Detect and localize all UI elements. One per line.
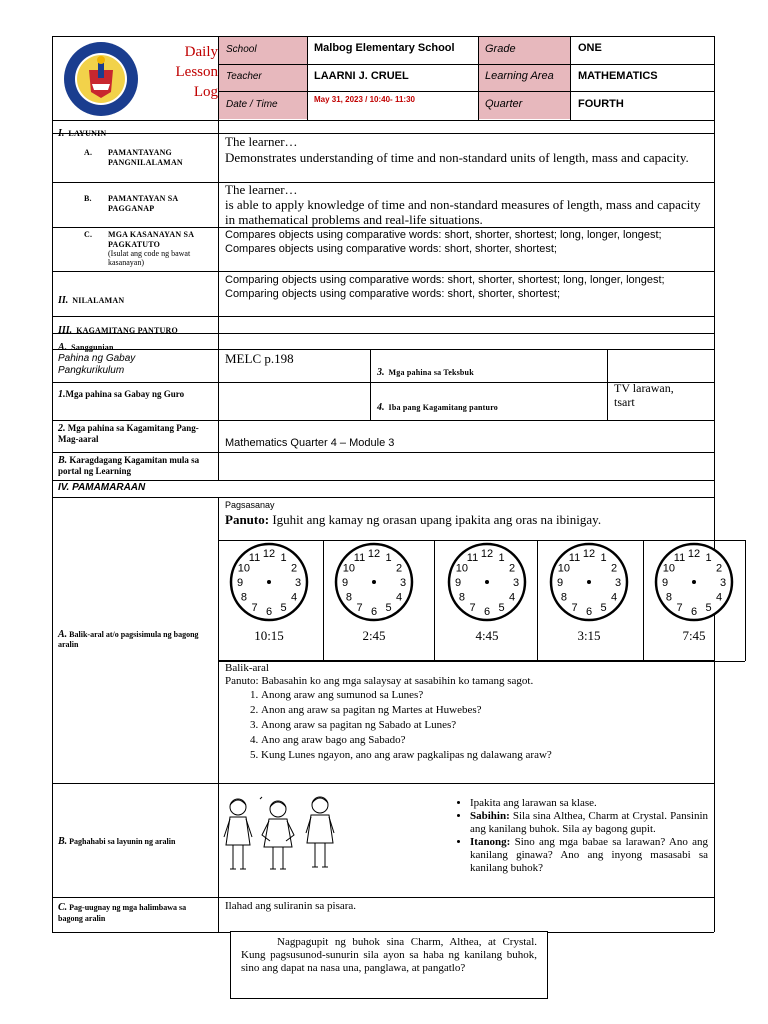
clock-number: 11 — [353, 551, 366, 564]
clock-time-label: 4:45 — [475, 628, 499, 643]
clock-number: 9 — [661, 577, 669, 589]
clock-number: 1 — [385, 551, 392, 564]
label-pagganap-letter: B. — [84, 194, 92, 203]
list-item: 1. Anong araw ang sumunod sa Lunes? — [261, 688, 705, 703]
clock-number: 9 — [556, 577, 564, 589]
clock-number: 6 — [483, 606, 491, 618]
list-item: 3. Anong araw sa pagitan ng Sabado at Lunes? — [261, 718, 705, 733]
list-item: • Sabihin: Sila sina Althea, Charm at Crystal. Pansinin ang kanilang buhok. Sila ay bagong gupit. — [470, 810, 708, 836]
balik-aral-title: Balik-aral — [225, 662, 269, 674]
three-girls-illustration — [220, 793, 360, 875]
label-paghahabi: B. Paghahabi sa layunin ng aralin — [58, 836, 176, 847]
list-item: 2. Anon ang araw sa pagitan ng Martes at Huwebes? — [261, 703, 705, 718]
clock-time-label: 10:15 — [254, 628, 284, 643]
date-label: Date / Time — [226, 99, 278, 110]
clock-number: 10 — [455, 562, 469, 575]
label-pahina-ng-gabay: Pahina ng Gabay Pangkurikulum — [58, 353, 136, 376]
clock-number: 10 — [342, 562, 356, 575]
clock-number: 11 — [673, 551, 686, 564]
clock-number: 3 — [614, 577, 622, 589]
area-label: Learning Area — [485, 70, 554, 82]
clock-number: 2 — [291, 562, 298, 575]
clock-number: 3 — [719, 577, 727, 589]
list-item: • Itanong: Sino ang mga babae sa larawan? Ano ang kanilang ginawa? Ano ang inyong masasabi sa kanilang buhok? — [470, 836, 708, 875]
clock-number: 4 — [396, 591, 403, 604]
label-iba-pang-kagamitan: 4. Iba pang Kagamitang panturo — [377, 402, 499, 413]
clock-number: 8 — [345, 591, 352, 604]
question-list — [225, 688, 705, 763]
clock-number: 7 — [356, 602, 363, 615]
clock-number: 4 — [509, 591, 516, 604]
clock-number: 5 — [705, 602, 712, 615]
clock-number: 9 — [341, 577, 349, 589]
section-pamamaraan: IV. PAMAMARAAN — [58, 482, 146, 493]
clock-number: 12 — [582, 548, 596, 560]
teacher-value: LAARNI J. CRUEL — [314, 70, 409, 82]
date-value: May 31, 2023 / 10:40- 11:30 — [314, 95, 415, 104]
clock-time-label: 7:45 — [682, 628, 706, 643]
document-title: Daily Lesson Log — [175, 44, 218, 100]
label-pamantayan-sa-pagganap: PAMANTAYAN SA PAGGANAP — [108, 194, 178, 213]
clock-number: 5 — [600, 602, 607, 615]
value-pag-uugnay: Ilahad ang suliranin sa pisara. — [225, 900, 357, 912]
clock-number: 8 — [665, 591, 672, 604]
label-teksbuk: 3. Mga pahina sa Teksbuk — [377, 367, 474, 378]
clock-number: 11 — [466, 551, 479, 564]
clock-number: 8 — [560, 591, 567, 604]
grade-value: ONE — [578, 42, 602, 54]
clock-time-label: 2:45 — [362, 628, 386, 643]
quarter-label: Quarter — [485, 98, 523, 110]
clock-number: 4 — [291, 591, 298, 604]
clock-number: 4 — [611, 591, 618, 604]
balik-aral-section — [225, 662, 705, 763]
value-tv-larawan: TV larawan, tsart — [614, 381, 674, 409]
clock-number: 2 — [716, 562, 723, 575]
pagsasanay-title: Pagsasanay — [225, 500, 275, 510]
clock-face — [649, 541, 743, 643]
area-value: MATHEMATICS — [578, 70, 658, 82]
clock-number: 3 — [399, 577, 407, 589]
clock-number: 1 — [705, 551, 712, 564]
clock-number: 10 — [557, 562, 571, 575]
clock-number: 7 — [251, 602, 258, 615]
clock-number: 8 — [458, 591, 465, 604]
clock-number: 2 — [396, 562, 403, 575]
label-pamantayang-pangnilalaman: A. — [84, 148, 93, 157]
paghahabi-bullets — [450, 797, 708, 875]
panuto-line: Panuto: Iguhit ang kamay ng orasan upang ipakita ang oras na ibinigay. — [225, 512, 602, 527]
label-kagamitang-mag-aaral: 2. Mga pahina sa Kagamitang Pang-Mag-aaral — [58, 423, 199, 444]
section-sanggunian: A. Sanggunian — [58, 342, 114, 353]
section-kagamitang-panturo: III. KAGAMITANG PANTURO — [58, 325, 178, 336]
label-kasanayan-letter: C. — [84, 230, 93, 239]
section-nilalaman: II. NILALAMAN — [58, 295, 125, 306]
deped-seal-logo — [62, 40, 140, 118]
grade-label: Grade — [485, 43, 516, 55]
list-item: 5. Kung Lunes ngayon, ano ang araw pagkalipas ng dalawang araw? — [261, 748, 705, 763]
clock-number: 1 — [600, 551, 607, 564]
clock-number: 9 — [236, 577, 244, 589]
clock-number: 5 — [498, 602, 505, 615]
clock-face — [224, 541, 318, 643]
label-pag-uugnay: C. Pag-uugnay ng mga halimbawa sa bagong aralin — [58, 902, 187, 923]
clock-number: 7 — [571, 602, 578, 615]
clock-number: 1 — [280, 551, 287, 564]
content-nilalaman: Comparing objects using comparative words: short, shorter, shortest; long, longer, longest; Comparing objects using comparative words: short, shorter, shortest; — [225, 274, 665, 300]
content-mga-kasanayan: Compares objects using comparative words: short, shorter, shortest; long, longer, longest; Compares objects using comparative words: short, shorter, shortest; — [225, 229, 662, 255]
label-karagdagang-kagamitan: B. Karagdagang Kagamitan mula sa portal ng Learning — [58, 455, 200, 476]
clock-number: 6 — [265, 606, 273, 618]
clock-number: 12 — [262, 548, 276, 560]
clock-number: 2 — [611, 562, 618, 575]
label-mga-kasanayan: MGA KASANAYAN SA PAGKATUTO — [108, 230, 194, 249]
balik-aral-panuto: Panuto: Babasahin ko ang mga salaysay at sasabihin ko tamang sagot. — [225, 675, 534, 687]
content-pamantayang-pangnilalaman: The learner… Demonstrates understanding of time and non-standard units of length, mass and capacity. — [225, 134, 689, 165]
clock-number: 11 — [248, 551, 261, 564]
content-pamantayan-sa-pagganap: The learner… is able to apply knowledge of time and non-standard measures of length, mass and capacity in mathematical problems and real-life situations. — [225, 182, 701, 227]
value-module: Mathematics Quarter 4 – Module 3 — [225, 437, 395, 449]
clock-number: 6 — [690, 606, 698, 618]
quarter-value: FOURTH — [578, 98, 624, 110]
clock-number: 12 — [687, 548, 701, 560]
label-gabay-ng-guro: 1.Mga pahina sa Gabay ng Guro — [58, 389, 185, 400]
clock-number: 10 — [662, 562, 676, 575]
clock-number: 7 — [676, 602, 683, 615]
clock-number: 3 — [512, 577, 520, 589]
clock-face — [442, 541, 536, 643]
clock-number: 12 — [480, 548, 494, 560]
clock-number: 10 — [237, 562, 251, 575]
value-melc: MELC p.198 — [225, 351, 294, 366]
label-pamantayang-text: PAMANTAYANG PANGNILALAMAN — [108, 148, 183, 167]
clock-number: 4 — [716, 591, 723, 604]
label-balik-aral: A. Balik-aral at/o pagsisimula ng bagong aralin — [58, 629, 199, 649]
clock-face — [544, 541, 638, 643]
label-kasanayan-sub: (Isulat ang code ng bawat kasanayan) — [108, 249, 191, 267]
clock-number: 8 — [240, 591, 247, 604]
clock-number: 6 — [370, 606, 378, 618]
clock-number: 1 — [498, 551, 505, 564]
teacher-label: Teacher — [226, 71, 262, 82]
list-item: • Ipakita ang larawan sa klase. — [470, 797, 708, 810]
clock-face — [329, 541, 423, 643]
school-label: School — [226, 44, 257, 55]
clock-number: 2 — [509, 562, 516, 575]
clock-time-label: 3:15 — [577, 628, 601, 643]
clock-number: 11 — [568, 551, 581, 564]
section-layunin: I. LAYUNIN — [58, 128, 107, 139]
clock-number: 5 — [280, 602, 287, 615]
clock-number: 9 — [454, 577, 462, 589]
clock-number: 3 — [294, 577, 302, 589]
problem-box: Nagpagupit ng buhok sina Charm, Althea, at Crystal. Kung pagsusunod-sunurin sila ayon sa haba ng kanilang buhok, sino ang dapat na nasa una, panglawa, at pangatlo? — [230, 931, 548, 999]
clock-number: 5 — [385, 602, 392, 615]
clock-number: 12 — [367, 548, 381, 560]
school-value: Malbog Elementary School — [314, 42, 455, 54]
clock-number: 7 — [469, 602, 476, 615]
clock-number: 6 — [585, 606, 593, 618]
list-item: 4. Ano ang araw bago ang Sabado? — [261, 733, 705, 748]
